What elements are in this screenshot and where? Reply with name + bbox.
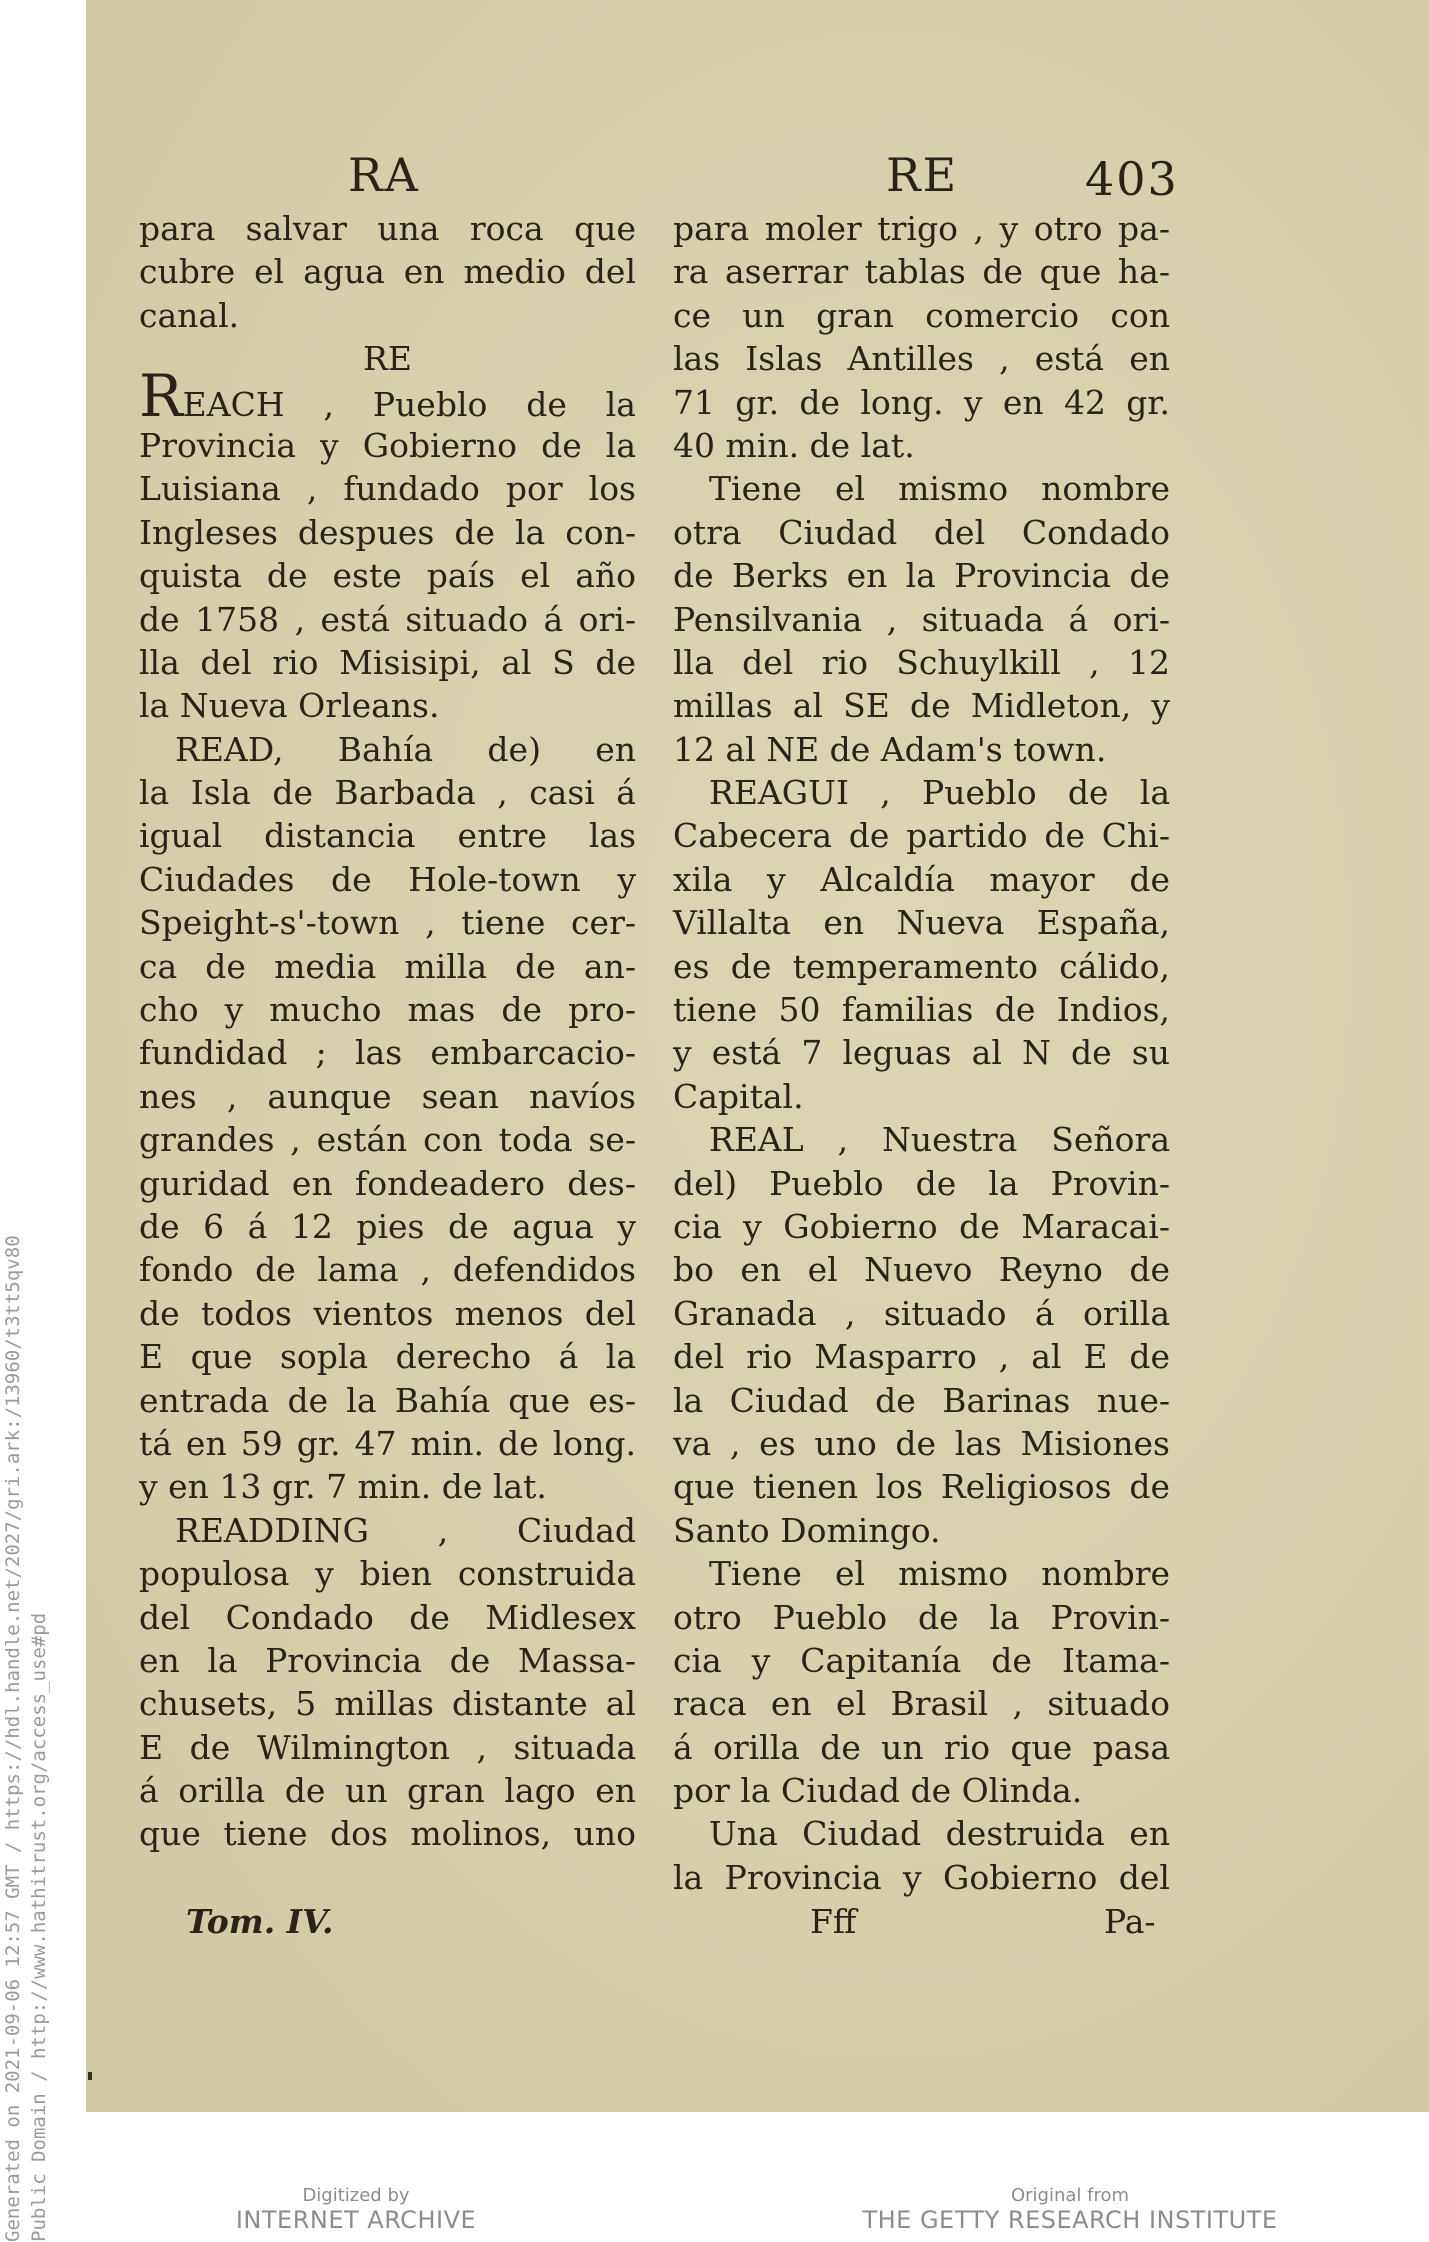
line-text: chusets, 5 millas distante al — [139, 1684, 636, 1724]
line-text: Granada , situado á orilla — [673, 1293, 1170, 1333]
text-line — [139, 1509, 636, 1552]
line-text: grandes , están con toda se- — [139, 1120, 636, 1160]
line-text: del) Pueblo de la Provin- — [673, 1163, 1170, 1203]
line-text: fondo de lama , defendidos — [139, 1250, 636, 1290]
line-text: E que sopla derecho á la — [139, 1337, 636, 1377]
line-text: ra aserrar tablas de que ha- — [673, 252, 1170, 292]
text-line — [139, 988, 636, 1031]
text-line — [139, 728, 636, 771]
page-number: 403 — [1085, 152, 1179, 206]
text-line — [673, 467, 1170, 510]
text-line — [139, 207, 636, 250]
line-text: la Isla de Barbada , casi á — [139, 773, 636, 813]
text-line — [139, 1812, 636, 1855]
text-line — [673, 945, 1170, 988]
text-line — [139, 1205, 636, 1248]
line-text: entrada de la Bahía que es- — [139, 1380, 636, 1420]
line-text: Tiene el mismo nombre — [709, 469, 1170, 509]
text-line — [139, 1379, 636, 1422]
line-text: Ciudades de Hole-town y — [139, 859, 636, 899]
line-text: 40 min. de lat. — [673, 425, 915, 465]
line-text: tá en 59 gr. 47 min. de long. — [139, 1423, 636, 1463]
text-line — [139, 294, 636, 337]
line-text: á orilla de un rio que pasa — [673, 1727, 1170, 1767]
text-line — [673, 1509, 1170, 1552]
text-line — [673, 1118, 1170, 1161]
line-text: REAL , Nuestra Señora — [709, 1120, 1170, 1160]
text-line — [139, 250, 636, 293]
text-line — [139, 771, 636, 814]
text-line — [139, 1639, 636, 1682]
line-text: Provincia y Gobierno de la — [139, 425, 636, 465]
hathitrust-stamp — [0, 1235, 52, 2242]
text-line — [673, 1162, 1170, 1205]
text-line — [673, 250, 1170, 293]
line-text: Santo Domingo. — [673, 1510, 941, 1550]
line-text: tiene 50 familias de Indios, — [673, 990, 1170, 1030]
text-line — [139, 1118, 636, 1161]
text-line — [139, 1769, 636, 1812]
line-text: cia y Gobierno de Maracai- — [673, 1206, 1170, 1246]
line-text: para salvar una roca que — [139, 209, 636, 248]
text-line — [139, 1422, 636, 1465]
line-text: en la Provincia de Massa- — [139, 1640, 636, 1680]
text-line — [673, 294, 1170, 337]
text-line — [673, 554, 1170, 597]
line-text: del Condado de Midlesex — [139, 1597, 636, 1637]
line-text: que tiene dos molinos, uno — [139, 1814, 636, 1854]
text-line — [673, 207, 1170, 250]
text-line — [673, 1726, 1170, 1769]
line-text: Speight-s'-town , tiene cer- — [139, 903, 636, 943]
running-head-right: RE — [886, 148, 959, 202]
left-column — [139, 207, 636, 1856]
line-text: la Nueva Orleans. — [139, 686, 440, 726]
line-text: de todos vientos menos del — [139, 1293, 636, 1333]
text-line — [673, 1075, 1170, 1118]
footer-digitized-label: Digitized by — [302, 2185, 410, 2206]
text-line — [673, 858, 1170, 901]
line-text: es de temperamento cálido, — [673, 946, 1170, 986]
line-text: fundidad ; las embarcacio- — [139, 1033, 636, 1073]
line-text: E de Wilmington , situada — [139, 1727, 636, 1767]
text-line — [673, 1248, 1170, 1291]
text-line — [139, 1596, 636, 1639]
line-text: Luisiana , fundado por los — [139, 469, 636, 509]
volume-mark: Tom. IV. — [186, 1902, 334, 1941]
footer-digitized — [226, 2185, 486, 2234]
text-line — [139, 361, 636, 430]
text-line — [673, 1856, 1170, 1899]
line-text: cubre el agua en medio del — [139, 252, 636, 292]
text-line — [673, 1639, 1170, 1682]
text-line — [139, 641, 636, 684]
line-text: Pensilvania , situada á ori- — [673, 599, 1170, 639]
line-text: ca de media milla de an- — [139, 946, 636, 986]
text-line — [139, 467, 636, 510]
text-line — [673, 1335, 1170, 1378]
line-text: EACH , Pueblo de la — [182, 384, 636, 424]
text-line — [139, 1682, 636, 1725]
line-text: cia y Capitanía de Itama- — [673, 1640, 1170, 1680]
line-text: RE — [363, 339, 412, 379]
line-text: canal. — [139, 295, 240, 335]
text-line — [673, 511, 1170, 554]
text-line — [139, 424, 636, 467]
line-text: ce un gran comercio con — [673, 295, 1170, 335]
line-text: millas al SE de Midleton, y — [673, 686, 1170, 726]
text-line — [139, 1292, 636, 1335]
text-line — [139, 1552, 636, 1595]
footer-original-org: THE GETTY RESEARCH INSTITUTE — [862, 2206, 1278, 2234]
text-line — [139, 1075, 636, 1118]
line-text: populosa y bien construida — [139, 1554, 636, 1594]
line-text: otro Pueblo de la Provin- — [673, 1597, 1170, 1637]
text-line — [673, 684, 1170, 727]
line-text: otra Ciudad del Condado — [673, 512, 1170, 552]
line-text: y está 7 leguas al N de su — [673, 1033, 1170, 1073]
text-line — [139, 337, 636, 380]
line-text: Ingleses despues de la con- — [139, 512, 636, 552]
line-text: lla del rio Misisipi, al S de — [139, 642, 636, 682]
text-line — [673, 1292, 1170, 1335]
line-text: Una Ciudad destruida en — [709, 1814, 1170, 1854]
text-line — [139, 598, 636, 641]
line-text: REAGUI , Pueblo de la — [709, 773, 1170, 813]
text-line — [673, 1031, 1170, 1074]
scanned-page — [86, 0, 1429, 2112]
text-line — [673, 1205, 1170, 1248]
text-line — [673, 1552, 1170, 1595]
text-line — [673, 901, 1170, 944]
text-line — [139, 858, 636, 901]
text-line — [673, 1379, 1170, 1422]
line-text: bo en el Nuevo Reyno de — [673, 1250, 1170, 1290]
text-line — [139, 684, 636, 727]
left-catchword — [186, 1902, 333, 1941]
footer-original — [860, 2185, 1280, 2234]
stamp-line-2: Public Domain / http://www.hathitrust.org/access_use#pd — [28, 1612, 50, 2242]
text-line — [673, 424, 1170, 467]
line-text: las Islas Antilles , está en — [673, 339, 1170, 379]
line-text: Capital. — [673, 1076, 804, 1116]
text-line — [673, 598, 1170, 641]
text-line — [139, 1248, 636, 1291]
text-line — [673, 1465, 1170, 1508]
footer-original-label: Original from — [1010, 2185, 1130, 2206]
line-text: va , es uno de las Misiones — [673, 1423, 1170, 1463]
line-text: de Berks en la Provincia de — [673, 556, 1170, 596]
line-text: quista de este país el año — [139, 556, 636, 596]
line-text: que tienen los Religiosos de — [673, 1467, 1170, 1507]
footer-digitized-org: INTERNET ARCHIVE — [235, 2206, 477, 2234]
text-line — [673, 1422, 1170, 1465]
text-line — [139, 1726, 636, 1769]
text-line — [673, 1812, 1170, 1855]
text-line — [673, 337, 1170, 380]
line-text: Tiene el mismo nombre — [709, 1554, 1170, 1594]
right-catchword: Pa- — [1104, 1902, 1156, 1941]
running-head-left: RA — [348, 148, 420, 202]
text-line — [139, 1162, 636, 1205]
text-line — [139, 901, 636, 944]
line-text: Cabecera de partido de Chi- — [673, 816, 1170, 856]
stamp-line-1: Generated on 2021-09-06 12:57 GMT / https://hdl.handle.net/2027/gri.ark:/13960/t3tt5qv80 — [2, 1235, 24, 2242]
line-text: cho y mucho mas de pro- — [139, 990, 636, 1030]
line-text: por la Ciudad de Olinda. — [673, 1771, 1083, 1811]
text-line — [139, 511, 636, 554]
text-line — [673, 1596, 1170, 1639]
text-line — [673, 381, 1170, 424]
drop-cap: R — [139, 361, 183, 430]
line-text: y en 13 gr. 7 min. de lat. — [139, 1467, 547, 1507]
line-text: guridad en fondeadero des- — [139, 1163, 636, 1203]
line-text: 71 gr. de long. y en 42 gr. — [673, 382, 1170, 422]
line-text: la Ciudad de Barinas nue- — [673, 1380, 1170, 1420]
text-line — [139, 945, 636, 988]
line-text: xila y Alcaldía mayor de — [673, 859, 1170, 899]
signature-mark: Fff — [810, 1902, 857, 1941]
text-line — [673, 988, 1170, 1031]
line-text: Villalta en Nueva España, — [673, 903, 1170, 943]
line-text: de 1758 , está situado á ori- — [139, 599, 636, 639]
line-text: de 6 á 12 pies de agua y — [139, 1206, 636, 1246]
line-text: la Provincia y Gobierno del — [673, 1857, 1170, 1897]
right-column — [673, 207, 1170, 1899]
line-text: á orilla de un gran lago en — [139, 1771, 636, 1811]
text-line — [139, 554, 636, 597]
line-text: lla del rio Schuylkill , 12 — [673, 642, 1170, 682]
text-line — [139, 814, 636, 857]
line-text: nes , aunque sean navíos — [139, 1076, 636, 1116]
text-line — [673, 1682, 1170, 1725]
line-text: para moler trigo , y otro pa- — [673, 209, 1170, 248]
line-text: READ, Bahía de) en — [175, 729, 636, 769]
line-text: raca en el Brasil , situado — [673, 1684, 1170, 1724]
text-line — [673, 728, 1170, 771]
text-line — [673, 814, 1170, 857]
text-line — [673, 1769, 1170, 1812]
line-text: READDING , Ciudad — [175, 1510, 636, 1550]
text-line — [139, 1465, 636, 1508]
ink-speck — [88, 2072, 92, 2080]
line-text: del rio Masparro , al E de — [673, 1337, 1170, 1377]
text-line — [673, 641, 1170, 684]
text-line — [139, 1335, 636, 1378]
line-text: 12 al NE de Adam's town. — [673, 729, 1107, 769]
text-line — [673, 771, 1170, 814]
line-text: igual distancia entre las — [139, 816, 636, 856]
text-line — [139, 1031, 636, 1074]
